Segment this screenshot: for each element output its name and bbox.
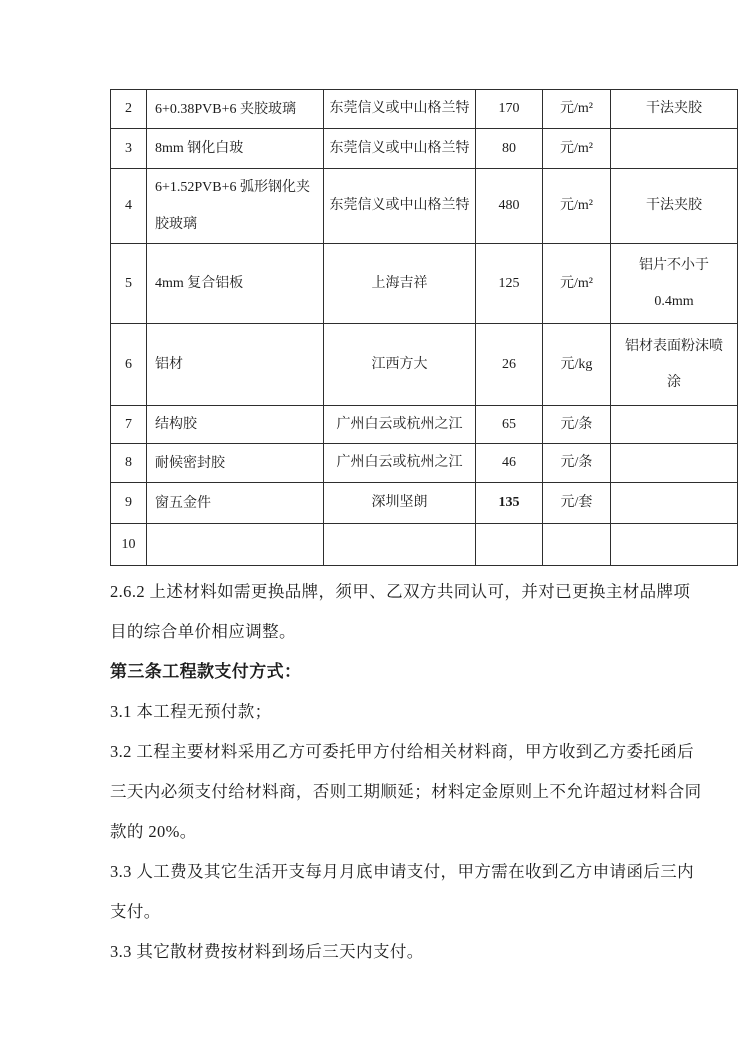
cell-remark: 干法夹胶 — [611, 169, 738, 244]
cell-row-number: 4 — [111, 169, 147, 244]
cell-remark — [611, 129, 738, 169]
cell-brand: 广州白云或杭州之江 — [324, 406, 476, 444]
cell-material-name — [147, 524, 324, 566]
cell-unit: 元/m² — [543, 244, 611, 324]
cell-unit: 元/m² — [543, 129, 611, 169]
materials-price-table — [110, 89, 738, 566]
cell-brand: 东莞信义或中山格兰特 — [324, 129, 476, 169]
cell-row-number: 6 — [111, 324, 147, 406]
clause-3-1: 3.1 本工程无预付款； — [110, 702, 272, 721]
cell-material-name: 结构胶 — [147, 406, 324, 444]
clause-2-6-2-line1: 2.6.2 上述材料如需更换品牌，须甲、乙双方共同认可，并对已更换主材品牌项 — [110, 582, 691, 601]
contract-clauses — [110, 572, 702, 972]
cell-price: 135 — [476, 483, 543, 524]
cell-row-number: 8 — [111, 444, 147, 483]
cell-unit: 元/套 — [543, 483, 611, 524]
cell-brand: 东莞信义或中山格兰特 — [324, 90, 476, 129]
cell-remark — [611, 444, 738, 483]
cell-price: 65 — [476, 406, 543, 444]
cell-material-name: 6+0.38PVB+6 夹胶玻璃 — [147, 90, 324, 129]
cell-row-number: 10 — [111, 524, 147, 566]
cell-unit: 元/kg — [543, 324, 611, 406]
cell-material-name: 4mm 复合铝板 — [147, 244, 324, 324]
cell-brand: 上海吉祥 — [324, 244, 476, 324]
cell-row-number: 7 — [111, 406, 147, 444]
cell-material-name: 耐候密封胶 — [147, 444, 324, 483]
table-row — [111, 483, 738, 524]
clause-3-3-labor-line2: 支付。 — [110, 902, 161, 921]
cell-row-number: 2 — [111, 90, 147, 129]
table-row — [111, 444, 738, 483]
cell-brand: 广州白云或杭州之江 — [324, 444, 476, 483]
clause-3-3-labor-line1: 3.3 人工费及其它生活开支每月月底申请支付，甲方需在收到乙方申请函后三内 — [110, 862, 695, 881]
cell-price: 480 — [476, 169, 543, 244]
cell-row-number: 3 — [111, 129, 147, 169]
cell-brand: 江西方大 — [324, 324, 476, 406]
cell-remark: 干法夹胶 — [611, 90, 738, 129]
cell-unit: 元/m² — [543, 90, 611, 129]
clause-2-6-2-line2: 目的综合单价相应调整。 — [110, 622, 296, 641]
table-row — [111, 244, 738, 324]
cell-price: 170 — [476, 90, 543, 129]
cell-price: 80 — [476, 129, 543, 169]
clause-3-2-line1: 3.2 工程主要材料采用乙方可委托甲方付给相关材料商，甲方收到乙方委托函后 — [110, 742, 695, 761]
cell-brand — [324, 524, 476, 566]
cell-material-name: 8mm 钢化白玻 — [147, 129, 324, 169]
cell-material-name: 铝材 — [147, 324, 324, 406]
table-row — [111, 324, 738, 406]
cell-unit: 元/条 — [543, 406, 611, 444]
clause-3-2-line3: 款的 20%。 — [110, 822, 197, 841]
cell-brand: 深圳坚朗 — [324, 483, 476, 524]
table-row — [111, 129, 738, 169]
section-3-heading: 第三条工程款支付方式： — [110, 662, 302, 681]
cell-remark: 铝片不小于 0.4mm — [611, 244, 738, 324]
cell-price: 46 — [476, 444, 543, 483]
cell-row-number: 9 — [111, 483, 147, 524]
cell-unit: 元/条 — [543, 444, 611, 483]
clause-3-2-line2: 三天内必须支付给材料商，否则工期顺延；材料定金原则上不允许超过材料合同 — [110, 782, 702, 801]
cell-material-name: 窗五金件 — [147, 483, 324, 524]
cell-brand: 东莞信义或中山格兰特 — [324, 169, 476, 244]
cell-remark — [611, 483, 738, 524]
cell-price: 125 — [476, 244, 543, 324]
cell-remark — [611, 406, 738, 444]
cell-remark: 铝材表面粉沫喷涂 — [611, 324, 738, 406]
cell-row-number: 5 — [111, 244, 147, 324]
cell-unit: 元/m² — [543, 169, 611, 244]
table-row — [111, 406, 738, 444]
cell-unit — [543, 524, 611, 566]
table-row — [111, 90, 738, 129]
table-row — [111, 524, 738, 566]
cell-remark — [611, 524, 738, 566]
cell-material-name: 6+1.52PVB+6 弧形钢化夹胶玻璃 — [147, 169, 324, 244]
clause-3-3-misc: 3.3 其它散材费按材料到场后三天内支付。 — [110, 942, 424, 961]
cell-price: 26 — [476, 324, 543, 406]
cell-price — [476, 524, 543, 566]
table-row — [111, 169, 738, 244]
